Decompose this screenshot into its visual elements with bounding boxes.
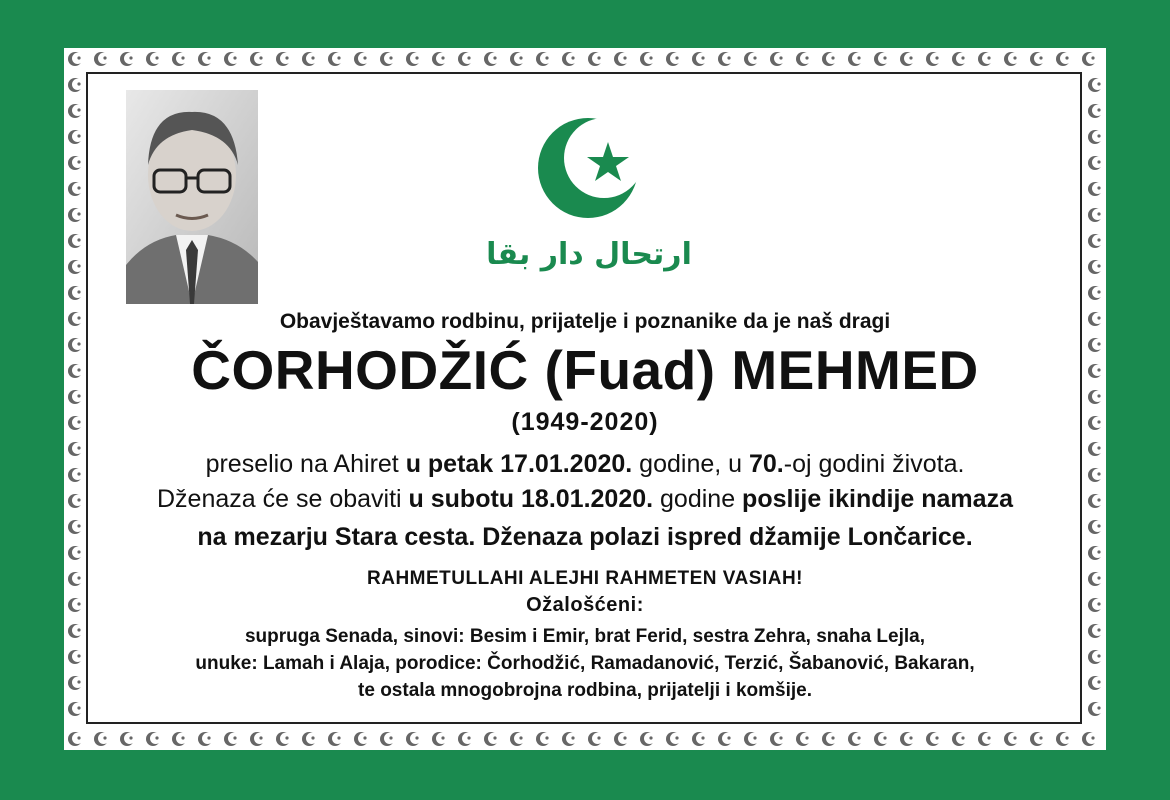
crescent-icon (640, 732, 655, 746)
crescent-icon (1004, 52, 1019, 66)
crescent-icon (302, 732, 317, 746)
crescent-icon (874, 52, 889, 66)
crescent-icon (1004, 732, 1019, 746)
crescent-icon (978, 732, 993, 746)
crescent-icon (68, 286, 83, 300)
crescent-icon (68, 104, 83, 118)
crescent-icon (848, 52, 863, 66)
crescent-icon (380, 52, 395, 66)
intro-text: Obavještavamo rodbinu, prijatelje i poznanike da je naš dragi (279, 310, 891, 333)
crescent-icon (68, 78, 83, 92)
funeral-line (64, 485, 1106, 514)
crescent-icon (1088, 130, 1103, 144)
crescent-icon (536, 52, 551, 66)
crescent-icon (224, 52, 239, 66)
crescent-icon (1088, 234, 1103, 248)
crescent-icon (68, 156, 83, 170)
crescent-icon (1056, 52, 1071, 66)
crescent-icon (120, 732, 135, 746)
crescent-icon (1030, 732, 1045, 746)
crescent-icon (68, 52, 83, 66)
crescent-icon (68, 260, 83, 274)
family-line-1: supruga Senada, sinovi: Besim i Emir, brat Ferid, sestra Zehra, snaha Lejla, (244, 626, 925, 647)
crescent-icon (1030, 52, 1045, 66)
crescent-icon (224, 732, 239, 746)
crescent-icon (1088, 260, 1103, 274)
crescent-icon (1088, 182, 1103, 196)
crescent-icon (146, 52, 161, 66)
crescent-icon (510, 52, 525, 66)
crescent-icon (328, 732, 343, 746)
crescent-icon (874, 732, 889, 746)
crescent-icon (1082, 52, 1097, 66)
crescent-icon (68, 702, 83, 716)
crescent-icon (588, 732, 603, 746)
crescent-icon (380, 732, 395, 746)
life-years: (1949-2020) (511, 408, 659, 436)
crescent-icon (796, 732, 811, 746)
passing-text: preselio na Ahiret (205, 450, 406, 478)
crescent-icon (640, 52, 655, 66)
crescent-icon (952, 732, 967, 746)
crescent-icon (770, 732, 785, 746)
crescent-icon (250, 732, 265, 746)
crescent-icon (94, 732, 109, 746)
crescent-icon (666, 52, 681, 66)
crescent-icon (952, 52, 967, 66)
crescent-icon (406, 52, 421, 66)
crescent-icon (848, 732, 863, 746)
crescent-icon (692, 732, 707, 746)
crescent-icon (68, 732, 83, 746)
crescent-icon (276, 52, 291, 66)
funeral-date: u subotu 18.01.2020. (408, 485, 654, 513)
prayer-text: RAHMETULLAHI ALEJHI RAHMETEN VASIAH! (367, 568, 803, 589)
crescent-icon (458, 732, 473, 746)
crescent-icon (978, 52, 993, 66)
funeral-text-2: godine (653, 485, 743, 513)
crescent-icon (1088, 104, 1103, 118)
crescent-icon (562, 732, 577, 746)
crescent-icon (276, 732, 291, 746)
crescent-icon (900, 52, 915, 66)
crescent-icon (770, 52, 785, 66)
crescent-icon (718, 732, 733, 746)
crescent-icon (484, 52, 499, 66)
crescent-icon (458, 52, 473, 66)
funeral-time: poslije ikindije namaza (742, 485, 1013, 513)
crescent-icon (1088, 702, 1103, 716)
crescent-icon (68, 234, 83, 248)
crescent-icon (432, 52, 447, 66)
passing-text-2: godine, u (632, 450, 749, 478)
crescent-icon (744, 732, 759, 746)
passing-date: u petak 17.01.2020. (405, 450, 633, 478)
age: 70. (749, 450, 784, 478)
crescent-icon (432, 732, 447, 746)
crescent-icon (328, 52, 343, 66)
crescent-icon (68, 130, 83, 144)
crescent-icon (614, 732, 629, 746)
crescent-icon (900, 732, 915, 746)
crescent-icon (198, 732, 213, 746)
crescent-icon (68, 208, 83, 222)
crescent-icon (198, 52, 213, 66)
crescent-icon (302, 52, 317, 66)
crescent-icon (822, 52, 837, 66)
crescent-icon (94, 52, 109, 66)
crescent-icon (484, 732, 499, 746)
emblem-calligraphy: ارتحال دار بقا (486, 237, 692, 272)
crescent-icon (172, 52, 187, 66)
crescent-icon (926, 732, 941, 746)
crescent-icon (1082, 732, 1097, 746)
crescent-icon (1088, 78, 1103, 92)
crescent-icon (406, 732, 421, 746)
passing-line (64, 450, 1106, 479)
mourners-title: Ožalošćeni: (526, 594, 644, 616)
crescent-icon (1088, 156, 1103, 170)
crescent-icon (926, 52, 941, 66)
crescent-icon (354, 732, 369, 746)
obituary-card (64, 48, 1106, 750)
passing-text-3: -oj godini života. (783, 450, 965, 478)
crescent-icon (614, 52, 629, 66)
crescent-icon (510, 732, 525, 746)
crescent-star-emblem (486, 82, 692, 302)
crescent-icon (172, 732, 187, 746)
crescent-icon (822, 732, 837, 746)
crescent-icon (146, 732, 161, 746)
crescent-icon (1056, 732, 1071, 746)
crescent-icon (1088, 208, 1103, 222)
crescent-icon (588, 52, 603, 66)
funeral-location: na mezarju Stara cesta. Dženaza polazi ispred džamije Lončarice. (197, 523, 973, 551)
crescent-icon (536, 732, 551, 746)
family-line-3: te ostala mnogobrojna rodbina, prijatelji i komšije. (358, 680, 812, 701)
crescent-icon (120, 52, 135, 66)
crescent-icon (796, 52, 811, 66)
crescent-icon (354, 52, 369, 66)
family-line-2: unuke: Lamah i Alaja, porodice: Čorhodžić, Ramadanović, Terzić, Šabanović, Bakaran, (195, 653, 975, 674)
crescent-icon (1088, 286, 1103, 300)
crescent-icon (692, 52, 707, 66)
crescent-icon (666, 732, 681, 746)
portrait-photo (126, 90, 258, 304)
crescent-icon (744, 52, 759, 66)
crescent-icon (718, 52, 733, 66)
crescent-icon (562, 52, 577, 66)
funeral-text: Dženaza će se obaviti (157, 485, 409, 513)
crescent-icon (68, 182, 83, 196)
deceased-name: ČORHODŽIĆ (Fuad) MEHMED (191, 339, 979, 401)
crescent-icon (250, 52, 265, 66)
